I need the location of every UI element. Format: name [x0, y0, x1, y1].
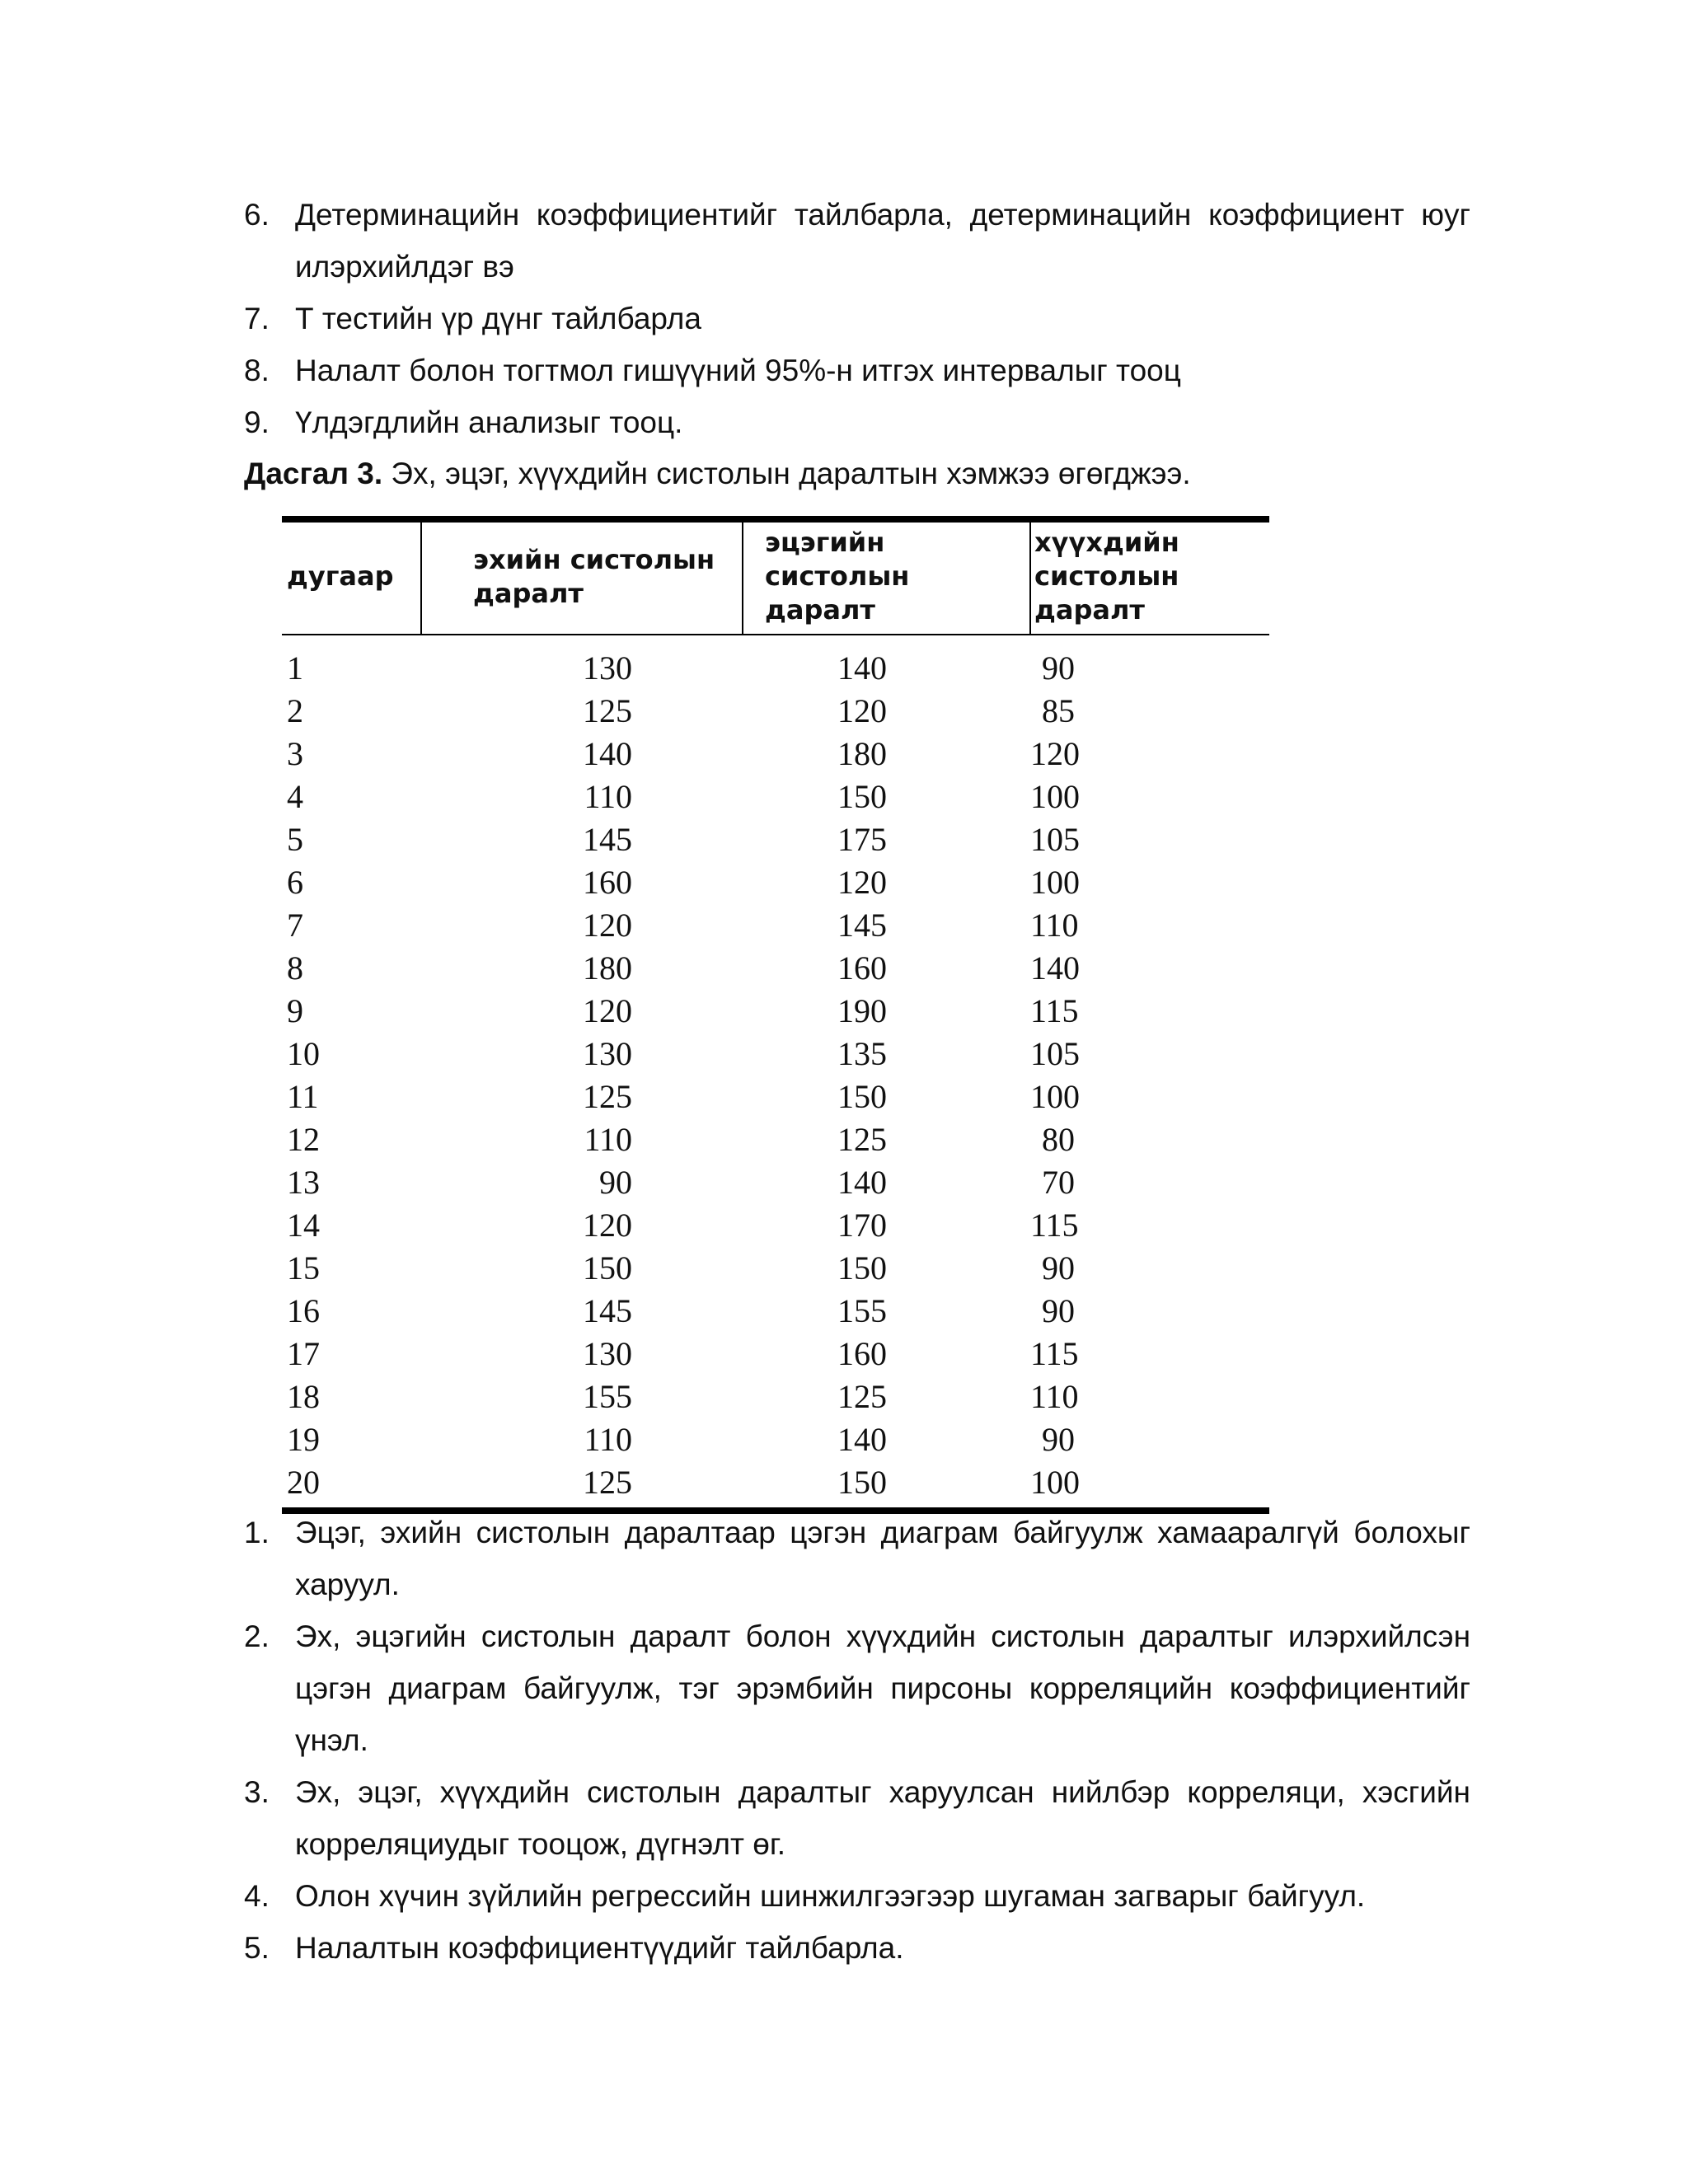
cell-number: 16 [287, 1292, 320, 1329]
cell-mother-pressure: 180 [583, 949, 632, 987]
cell-father-pressure: 160 [837, 1335, 887, 1372]
cell-father-pressure: 135 [837, 1035, 887, 1072]
cell-mother-pressure: 130 [583, 1035, 632, 1072]
table-row [282, 1076, 1269, 1118]
cell-child-pressure: 100 [1030, 1078, 1080, 1115]
cell-father-pressure: 155 [837, 1292, 887, 1329]
cell-number: 19 [287, 1421, 320, 1458]
cell-number: 3 [287, 735, 303, 772]
cell-father-pressure: 190 [837, 992, 887, 1029]
cell-number: 1 [287, 649, 303, 687]
cell-father-pressure: 140 [837, 1421, 887, 1458]
table-row [282, 635, 1269, 690]
list-item [244, 1766, 1470, 1870]
item-text: Үлдэгдлийн анализыг тооц. [295, 405, 683, 439]
column-header-mother: эхийн систолын даралт [421, 523, 743, 635]
item-text: Детерминацийн коэффициентийг тайлбарла, детерминацийн коэффициент юуг илэрхийлдэг вэ [295, 198, 1470, 284]
cell-child-pressure: 80 [1042, 1121, 1075, 1158]
table-row [282, 690, 1269, 733]
cell-number: 7 [287, 907, 303, 944]
cell-father-pressure: 160 [837, 949, 887, 987]
question-list-bottom [244, 1507, 1470, 1974]
cell-number: 15 [287, 1249, 320, 1286]
cell-number: 11 [287, 1078, 319, 1115]
item-number: 7. [244, 302, 270, 335]
cell-mother-pressure: 120 [583, 992, 632, 1029]
list-item [244, 1922, 1470, 1974]
cell-father-pressure: 140 [837, 649, 887, 687]
cell-number: 13 [287, 1164, 320, 1201]
table-header-row [282, 523, 1269, 635]
cell-number: 6 [287, 864, 303, 901]
cell-child-pressure: 90 [1042, 649, 1075, 687]
cell-number: 5 [287, 821, 303, 858]
cell-mother-pressure: 120 [583, 907, 632, 944]
cell-child-pressure: 100 [1030, 864, 1080, 901]
cell-child-pressure: 85 [1042, 692, 1075, 729]
table-row [282, 818, 1269, 861]
table-row [282, 1247, 1269, 1290]
item-number: 4. [244, 1879, 270, 1913]
cell-number: 9 [287, 992, 303, 1029]
cell-number: 20 [287, 1464, 320, 1501]
table-top-rule [282, 516, 1269, 523]
cell-number: 10 [287, 1035, 320, 1072]
table-row [282, 1461, 1269, 1507]
cell-child-pressure: 110 [1030, 907, 1079, 944]
cell-child-pressure: 105 [1030, 1035, 1080, 1072]
table-row [282, 776, 1269, 818]
cell-mother-pressure: 140 [583, 735, 632, 772]
cell-father-pressure: 175 [837, 821, 887, 858]
cell-mother-pressure: 125 [583, 1078, 632, 1115]
table-row [282, 1418, 1269, 1461]
cell-child-pressure: 120 [1030, 735, 1080, 772]
cell-child-pressure: 90 [1042, 1421, 1075, 1458]
cell-mother-pressure: 125 [583, 1464, 632, 1501]
cell-number: 8 [287, 949, 303, 987]
cell-father-pressure: 120 [837, 864, 887, 901]
cell-mother-pressure: 110 [584, 1421, 632, 1458]
cell-mother-pressure: 130 [583, 649, 632, 687]
table-row [282, 1376, 1269, 1418]
cell-number: 2 [287, 692, 303, 729]
cell-child-pressure: 115 [1030, 992, 1079, 1029]
cell-number: 17 [287, 1335, 320, 1372]
cell-father-pressure: 125 [837, 1378, 887, 1415]
table-row [282, 947, 1269, 990]
cell-child-pressure: 140 [1030, 949, 1080, 987]
cell-number: 4 [287, 778, 303, 815]
list-item [244, 189, 1470, 293]
cell-mother-pressure: 130 [583, 1335, 632, 1372]
cell-mother-pressure: 90 [599, 1164, 632, 1201]
cell-mother-pressure: 150 [583, 1249, 632, 1286]
item-number: 2. [244, 1619, 270, 1653]
item-number: 9. [244, 405, 270, 439]
item-number: 5. [244, 1931, 270, 1965]
cell-father-pressure: 170 [837, 1207, 887, 1244]
cell-father-pressure: 145 [837, 907, 887, 944]
cell-mother-pressure: 145 [583, 821, 632, 858]
column-header-child: хүүхдийн систолын даралт [1030, 523, 1269, 635]
cell-father-pressure: 150 [837, 778, 887, 815]
cell-child-pressure: 110 [1030, 1378, 1079, 1415]
cell-number: 14 [287, 1207, 320, 1244]
cell-father-pressure: 125 [837, 1121, 887, 1158]
cell-father-pressure: 140 [837, 1164, 887, 1201]
cell-father-pressure: 150 [837, 1078, 887, 1115]
cell-father-pressure: 120 [837, 692, 887, 729]
cell-number: 18 [287, 1378, 320, 1415]
cell-child-pressure: 115 [1030, 1207, 1079, 1244]
cell-mother-pressure: 145 [583, 1292, 632, 1329]
list-item [244, 293, 1470, 344]
item-text: Эх, эцэгийн систолын даралт болон хүүхдийн систолын даралтыг илэрхийлсэн цэгэн диаграм байгуулж, тэг эрэмбийн пирсоны корреляцийн коэффициентийг үнэл. [295, 1619, 1470, 1757]
list-item [244, 1610, 1470, 1766]
table-row [282, 733, 1269, 776]
cell-child-pressure: 90 [1042, 1292, 1075, 1329]
table-row [282, 1118, 1269, 1161]
list-item [244, 344, 1470, 396]
cell-mother-pressure: 155 [583, 1378, 632, 1415]
cell-child-pressure: 70 [1042, 1164, 1075, 1201]
table-row [282, 990, 1269, 1033]
item-text: Олон хүчин зүйлийн регрессийн шинжилгээгээр шугаман загварыг байгуул. [295, 1879, 1366, 1913]
exercise-label: Дасгал 3. [244, 457, 383, 490]
cell-number: 12 [287, 1121, 320, 1158]
exercise-text: Эх, эцэг, хүүхдийн систолын даралтын хэмжээ өгөгджээ. [382, 457, 1191, 490]
list-item [244, 396, 1470, 448]
item-number: 3. [244, 1775, 270, 1809]
question-list-top [244, 189, 1470, 448]
item-number: 6. [244, 198, 270, 232]
column-header-number: дугаар [282, 523, 421, 635]
list-item [244, 1507, 1470, 1610]
cell-child-pressure: 90 [1042, 1249, 1075, 1286]
cell-father-pressure: 150 [837, 1249, 887, 1286]
cell-child-pressure: 105 [1030, 821, 1080, 858]
item-text: Т тестийн үр дүнг тайлбарла [295, 302, 701, 335]
table-row [282, 1290, 1269, 1333]
cell-child-pressure: 100 [1030, 1464, 1080, 1501]
table-row [282, 1204, 1269, 1247]
cell-mother-pressure: 110 [584, 1121, 632, 1158]
table-row [282, 1161, 1269, 1204]
cell-mother-pressure: 110 [584, 778, 632, 815]
cell-child-pressure: 115 [1030, 1335, 1079, 1372]
table-row [282, 861, 1269, 904]
cell-child-pressure: 100 [1030, 778, 1080, 815]
item-text: Эцэг, эхийн систолын даралтаар цэгэн диаграм байгуулж хамааралгүй болохыг харуул. [295, 1516, 1470, 1601]
data-table [282, 516, 1269, 1514]
cell-mother-pressure: 125 [583, 692, 632, 729]
cell-mother-pressure: 120 [583, 1207, 632, 1244]
table-row [282, 904, 1269, 947]
item-text: Налалтын коэффициентүүдийг тайлбарла. [295, 1931, 904, 1965]
cell-father-pressure: 150 [837, 1464, 887, 1501]
cell-mother-pressure: 160 [583, 864, 632, 901]
exercise-heading [244, 448, 1191, 499]
item-number: 1. [244, 1516, 270, 1549]
cell-father-pressure: 180 [837, 735, 887, 772]
table-row [282, 1333, 1269, 1376]
column-header-father: эцэгийн систолын даралт [743, 523, 1030, 635]
table-row [282, 1033, 1269, 1076]
list-item [244, 1870, 1470, 1922]
item-number: 8. [244, 354, 270, 387]
item-text: Эх, эцэг, хүүхдийн систолын даралтыг харуулсан нийлбэр корреляци, хэсгийн корреляциудыг тооцож, дүгнэлт өг. [295, 1775, 1470, 1861]
item-text: Налалт болон тогтмол гишүүний 95%-н итгэх интервалыг тооц [295, 354, 1181, 387]
